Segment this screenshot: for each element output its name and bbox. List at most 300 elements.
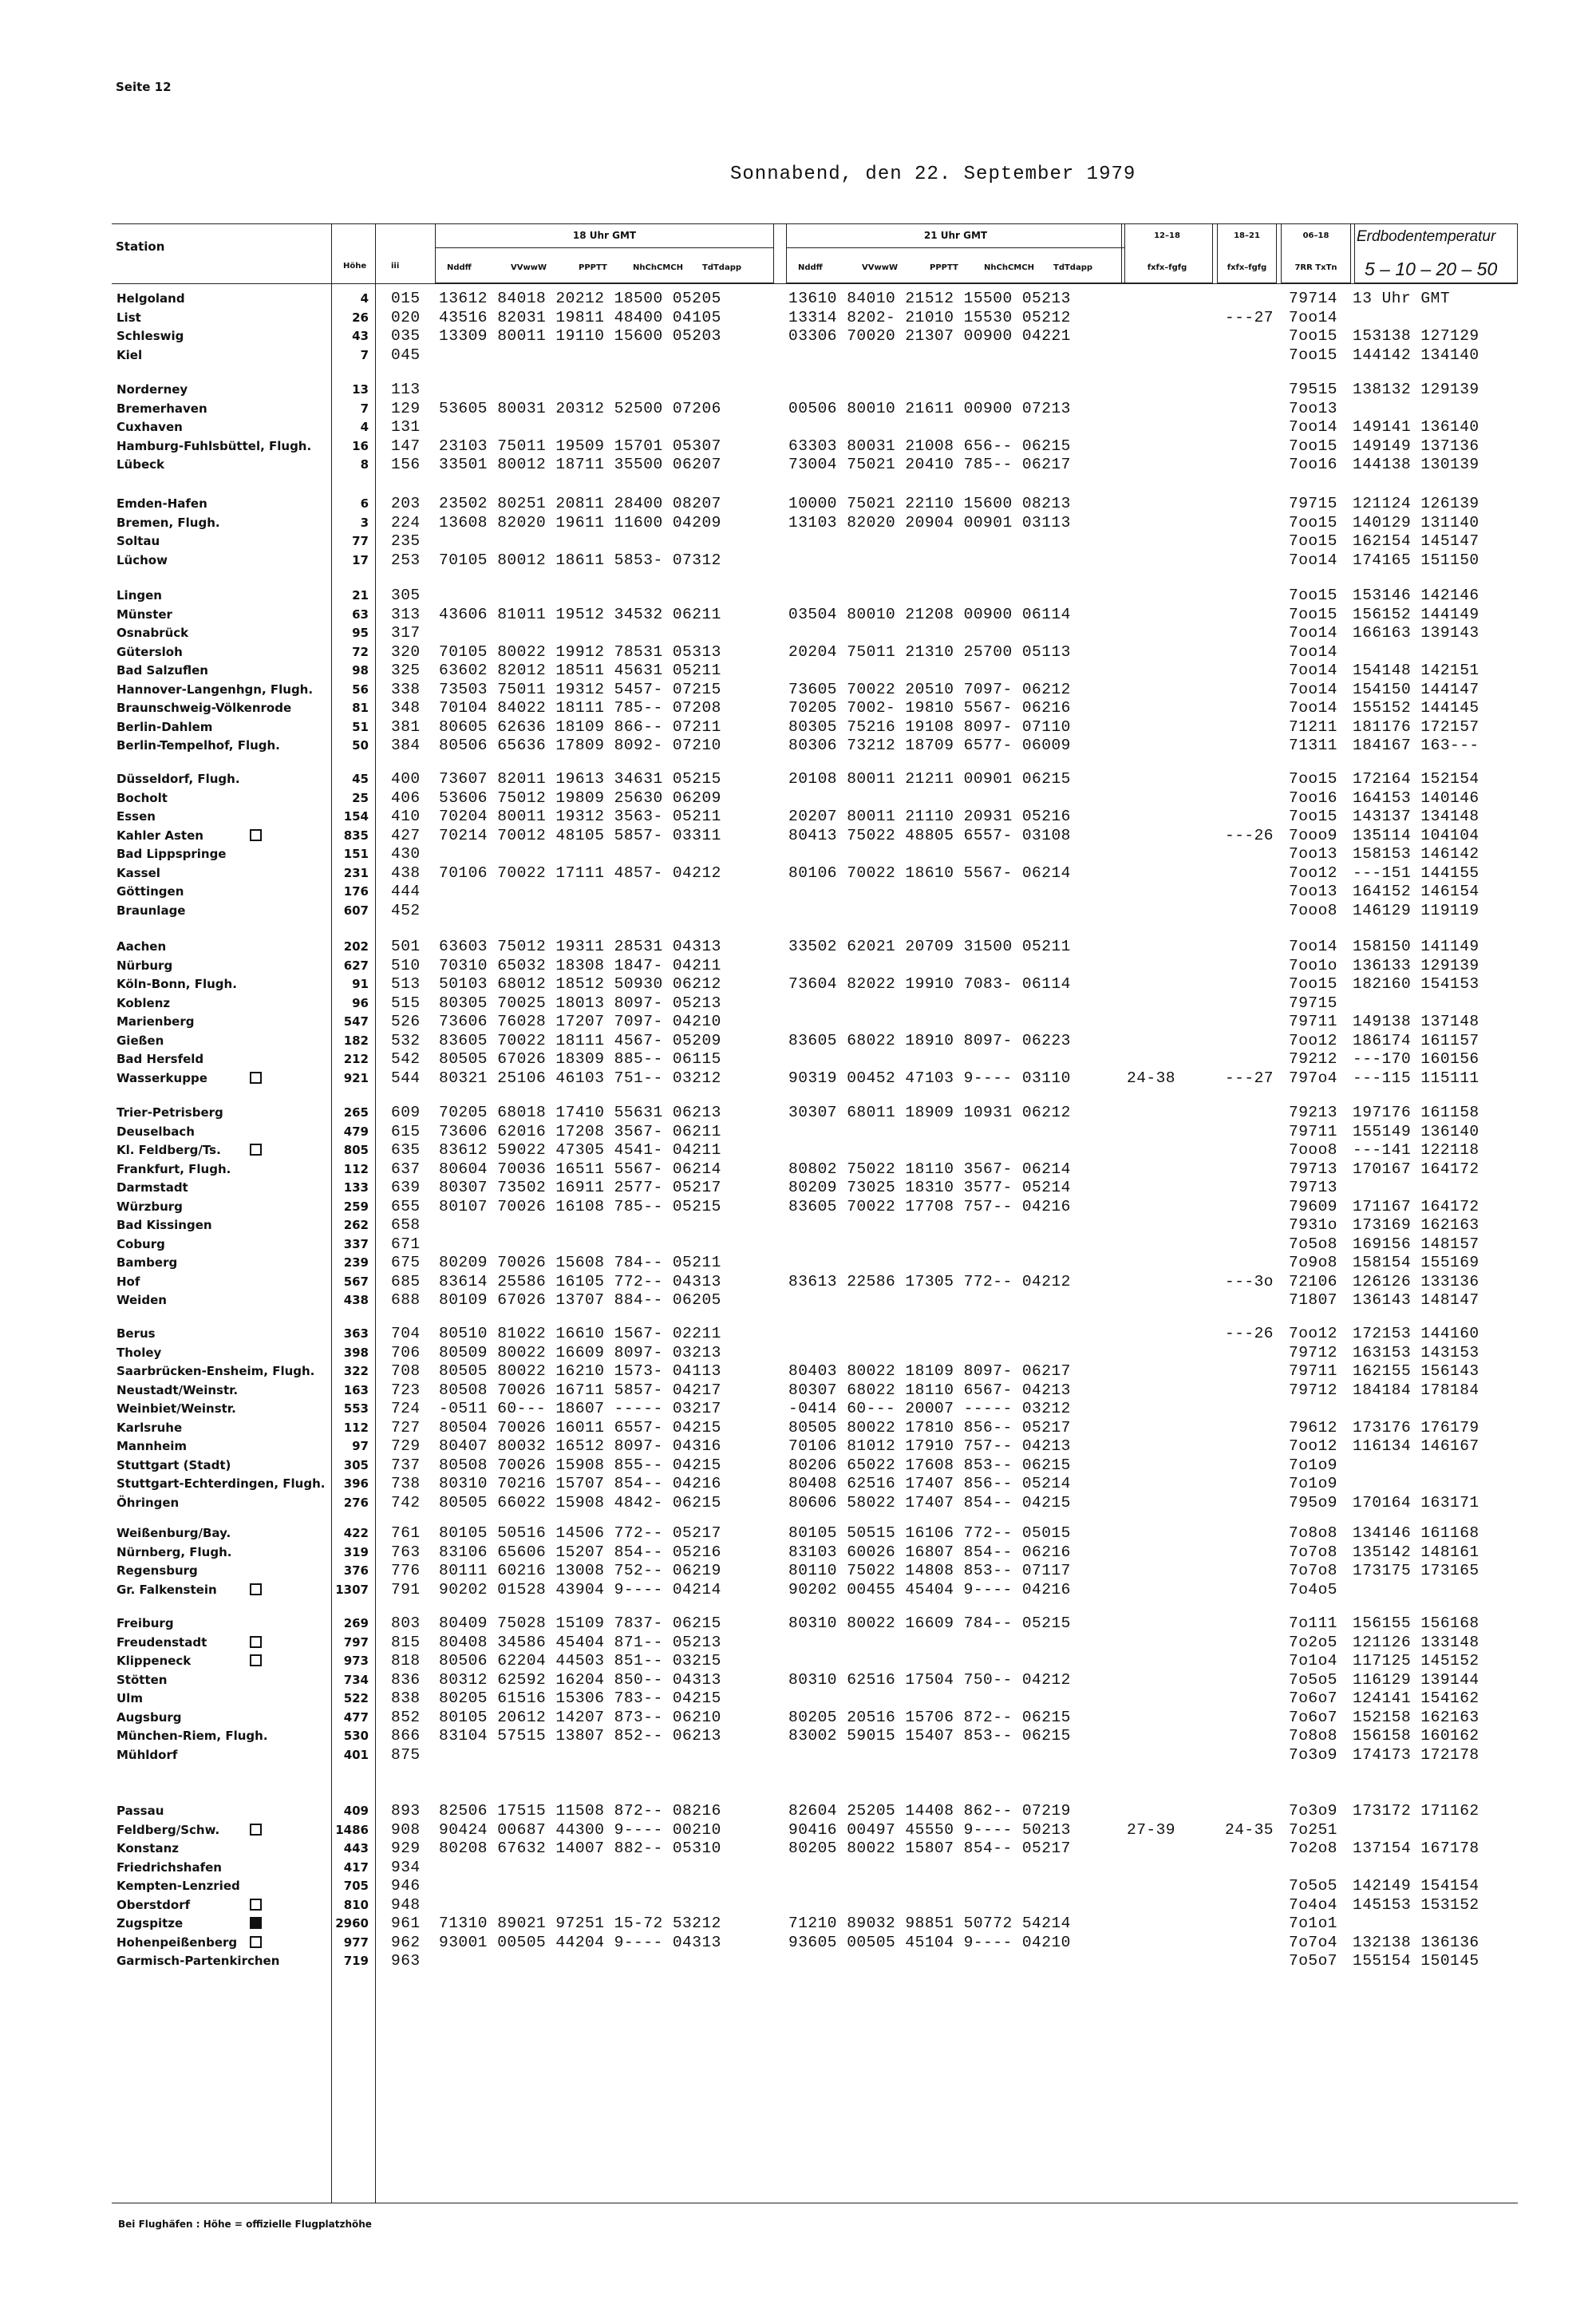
obs-18utc: 80510 81022 16610 1567- 02211 (439, 1325, 721, 1342)
table-row (0, 346, 1596, 364)
station-elevation: 337 (343, 1236, 369, 1251)
station-elevation: 363 (343, 1326, 369, 1341)
table-row (0, 1709, 1596, 1726)
soil-temperature: 149141 136140 (1353, 418, 1479, 436)
p12-header: 12–18 (1154, 231, 1180, 240)
station-elevation: 112 (343, 1161, 369, 1176)
soil-temperature: 138132 129139 (1353, 381, 1479, 398)
station-name: Öhringen (117, 1495, 180, 1510)
soil-temperature: 197176 161158 (1353, 1104, 1479, 1121)
soil-temperature: 173172 171162 (1353, 1802, 1479, 1820)
station-index: 893 (391, 1802, 421, 1820)
soil-temperature: 173169 162163 (1353, 1216, 1479, 1234)
station-index: 708 (391, 1362, 421, 1380)
soil-temperature: 170167 164172 (1353, 1160, 1479, 1178)
table-row (0, 624, 1596, 642)
station-name: Stuttgart (Stadt) (117, 1457, 231, 1472)
obs-18utc: 13309 80011 19110 15600 05203 (439, 327, 721, 345)
precip-temp-06-18: 7oo14 (1289, 642, 1338, 661)
station-elevation: 98 (352, 663, 369, 678)
soil-temperature: 163153 143153 (1353, 1343, 1479, 1361)
station-name: Berus (117, 1326, 156, 1341)
table-row (0, 1104, 1596, 1121)
soil-temperature: 116134 146167 (1353, 1437, 1479, 1455)
precip-temp-06-18: 7oo12 (1289, 863, 1338, 882)
precip-temp-06-18: 795o9 (1289, 1493, 1338, 1512)
obs-18utc: 90424 00687 44300 9---- 00210 (439, 1820, 721, 1839)
soil-temperature: 154148 142151 (1353, 662, 1479, 679)
station-name: Lüchow (117, 552, 168, 567)
station-elevation: 805 (343, 1143, 369, 1157)
table-row (0, 1934, 1596, 1951)
station-elevation: 322 (343, 1364, 369, 1378)
table-row (0, 1821, 1596, 1839)
precip-temp-06-18: 79609 (1289, 1197, 1338, 1215)
station-name: Zugspitze (117, 1916, 184, 1930)
precip-temp-06-18: 7o7o8 (1289, 1543, 1338, 1561)
precip-temp-06-18: 7o2o8 (1289, 1840, 1338, 1857)
obs-18utc: 80506 65636 17809 8092- 07210 (439, 737, 721, 754)
obs-18utc: 80305 70025 18013 8097- 05213 (439, 994, 721, 1012)
obs-18utc: 70104 84022 18111 785-- 07208 (439, 699, 721, 717)
obs-21utc: 80205 80022 15807 854-- 05217 (788, 1840, 1071, 1857)
station-elevation: 522 (343, 1691, 369, 1705)
obs-18utc: 80509 80022 16609 8097- 03213 (439, 1343, 721, 1361)
station-index: 532 (391, 1031, 421, 1049)
table-row (0, 808, 1596, 825)
obs-21utc: 13610 84010 21512 15500 05213 (788, 290, 1071, 307)
station-index: 706 (391, 1343, 421, 1361)
table-row (0, 883, 1596, 900)
precip-temp-06-18: 7oo12 (1289, 1325, 1338, 1342)
station-elevation: 26 (352, 310, 369, 325)
obs-18utc: 80321 25106 46103 751-- 03212 (439, 1069, 721, 1087)
station-elevation: 705 (343, 1879, 369, 1893)
station-elevation: 259 (343, 1199, 369, 1214)
obs-21utc: 73604 82022 19910 7083- 06114 (788, 975, 1071, 993)
obs-21utc: 80106 70022 18610 5567- 06214 (788, 863, 1071, 882)
soil-temperature: 149138 137148 (1353, 1013, 1479, 1030)
station-elevation: 422 (343, 1526, 369, 1540)
precip-temp-06-18: 7o111 (1289, 1614, 1338, 1632)
station-index: 430 (391, 845, 421, 863)
station-elevation: 265 (343, 1105, 369, 1120)
precip-temp-06-18: 79715 (1289, 495, 1338, 512)
precip-temp-06-18: 7oo15 (1289, 587, 1338, 604)
precip-temp-06-18: 79711 (1289, 1013, 1338, 1030)
precip-temp-06-18: 7oo14 (1289, 551, 1338, 569)
station-index: 639 (391, 1179, 421, 1196)
station-index: 526 (391, 1013, 421, 1030)
soil-temperature: 155152 144145 (1353, 699, 1479, 717)
station-name: Hof (117, 1274, 140, 1289)
obs-21utc: 70205 7002- 19810 5567- 06216 (788, 699, 1071, 717)
station-name: Essen (117, 809, 156, 824)
table-row (0, 994, 1596, 1012)
station-index: 015 (391, 290, 421, 307)
station-index: 147 (391, 437, 421, 455)
soil-temperature: 153146 142146 (1353, 587, 1479, 604)
station-index: 671 (391, 1235, 421, 1253)
station-name: Oberstdorf (117, 1897, 191, 1912)
table-row (0, 400, 1596, 417)
precip-temp-06-18: 7oo15 (1289, 346, 1338, 364)
table-row (0, 1727, 1596, 1745)
precip-temp-06-18: 7oo15 (1289, 327, 1338, 345)
station-elevation: 262 (343, 1218, 369, 1232)
station-name: Lingen (117, 588, 162, 603)
station-elevation: 396 (343, 1476, 369, 1491)
soil-temperature: 134146 161168 (1353, 1524, 1479, 1542)
table-row (0, 1802, 1596, 1820)
station-elevation: 6 (360, 496, 369, 511)
precip-temp-06-18: 7oo14 (1289, 308, 1338, 326)
obs-18utc: 80506 62204 44503 851-- 03215 (439, 1652, 721, 1670)
p12-subheader: fxfx–fgfg (1147, 263, 1187, 272)
precip-temp-06-18: 7oo14 (1289, 680, 1338, 698)
obs-18utc: 70105 80022 19912 78531 05313 (439, 642, 721, 661)
station-elevation: 50 (352, 738, 369, 753)
soil-temperature: ---141 122118 (1353, 1141, 1479, 1159)
soil-temperature: 143137 134148 (1353, 808, 1479, 825)
precip-temp-06-18: 7o5o7 (1289, 1952, 1338, 1970)
table-row (0, 532, 1596, 550)
station-elevation: 17 (352, 552, 369, 567)
station-elevation: 231 (343, 865, 369, 880)
station-elevation: 376 (343, 1563, 369, 1578)
gust-18-21: ---3o (1225, 1272, 1274, 1290)
precip-temp-06-18: 79711 (1289, 1122, 1338, 1140)
obs-21utc: 80408 62516 17407 856-- 05214 (788, 1475, 1071, 1492)
precip-temp-06-18: 79713 (1289, 1160, 1338, 1178)
station-name: Weinbiet/Weinstr. (117, 1401, 236, 1416)
obs-18utc: 73606 62016 17208 3567- 06211 (439, 1122, 721, 1140)
station-name: Bamberg (117, 1255, 178, 1270)
obs-18utc: 70310 65032 18308 1847- 04211 (439, 956, 721, 974)
soil-temperature: 158154 155169 (1353, 1254, 1479, 1271)
soil-temperature: 158150 141149 (1353, 938, 1479, 955)
open-square-marker (250, 1899, 262, 1911)
station-elevation: 401 (343, 1747, 369, 1762)
precip-temp-06-18: 7oo14 (1289, 662, 1338, 679)
obs-18utc: 80508 70026 15908 855-- 04215 (439, 1456, 721, 1474)
obs-21utc: 80606 58022 17407 854-- 04215 (788, 1493, 1071, 1512)
table-row (0, 1362, 1596, 1380)
obs-21utc: 33502 62021 20709 31500 05211 (788, 938, 1071, 955)
obs-18utc: 63603 75012 19311 28531 04313 (439, 938, 721, 955)
station-name: Stuttgart-Echterdingen, Flugh. (117, 1476, 326, 1491)
filled-square-marker (250, 1917, 262, 1929)
station-name: Nürburg (117, 958, 173, 973)
obs-21utc: 80310 62516 17504 750-- 04212 (788, 1670, 1071, 1689)
station-elevation: 112 (343, 1420, 369, 1435)
precip-temp-06-18: 7oo16 (1289, 788, 1338, 807)
precip-temp-06-18: 7oo15 (1289, 605, 1338, 623)
obs-18utc: 13608 82020 19611 11600 04209 (439, 513, 721, 532)
station-elevation: 91 (352, 977, 369, 991)
station-elevation: 734 (343, 1672, 369, 1687)
station-elevation: 276 (343, 1495, 369, 1510)
obs-21utc: 80306 73212 18709 6577- 06009 (788, 737, 1071, 754)
obs-18utc: 80504 70026 16011 6557- 04215 (439, 1418, 721, 1437)
obs-18utc: 33501 80012 18711 35500 06207 (439, 456, 721, 473)
table-row (0, 699, 1596, 717)
obs-18utc: 13612 84018 20212 18500 05205 (439, 290, 721, 307)
precip-temp-06-18: 7oo14 (1289, 699, 1338, 717)
precip-temp-06-18: 7o1o1 (1289, 1915, 1338, 1932)
station-name: List (117, 310, 141, 325)
station-name: Aachen (117, 939, 167, 954)
obs-18utc: 70205 68018 17410 55631 06213 (439, 1104, 721, 1121)
obs-18utc: -0511 60--- 18607 ----- 03217 (439, 1400, 721, 1417)
gust-18-21: ---27 (1225, 1069, 1274, 1087)
station-name: Augsburg (117, 1709, 182, 1725)
table-row (0, 606, 1596, 623)
station-elevation: 973 (343, 1654, 369, 1668)
soil-temperature: 164152 146154 (1353, 883, 1479, 900)
precip-temp-06-18: 7ooo8 (1289, 901, 1338, 919)
obs-18utc: 83106 65606 15207 854-- 05216 (439, 1543, 721, 1561)
obs-21utc: 80105 50515 16106 772-- 05015 (788, 1524, 1071, 1542)
table-row (0, 902, 1596, 919)
station-elevation: 51 (352, 719, 369, 734)
precip-temp-06-18: 79711 (1289, 1362, 1338, 1380)
precip-temp-06-18: 79714 (1289, 290, 1338, 307)
obs-21utc: 83605 70022 17708 757-- 04216 (788, 1197, 1071, 1215)
obs-21utc: 03306 70020 21307 00900 04221 (788, 327, 1071, 345)
obs-18utc: 50103 68012 18512 50930 06212 (439, 975, 721, 993)
table-row (0, 938, 1596, 955)
soil-temperature: 154150 144147 (1353, 680, 1479, 698)
station-index: 615 (391, 1122, 421, 1140)
station-elevation: 7 (360, 401, 369, 416)
station-name: Bremen, Flugh. (117, 515, 220, 530)
soil-temperature: 156152 144149 (1353, 605, 1479, 623)
obs-18utc: 70105 80012 18611 5853- 07312 (439, 551, 721, 569)
soil-temperature: 121124 126139 (1353, 495, 1479, 512)
soil-temperature: 124141 154162 (1353, 1689, 1479, 1707)
open-square-marker (250, 1936, 262, 1948)
soil-temperature: 136133 129139 (1353, 956, 1479, 974)
precip-temp-06-18: 7oo15 (1289, 808, 1338, 825)
station-elevation: 269 (343, 1616, 369, 1630)
precip-temp-06-18: 71807 (1289, 1291, 1338, 1309)
soil-temperature: 173175 173165 (1353, 1562, 1479, 1579)
gmt21-col-nddff: Nddff (798, 263, 823, 272)
station-index: 963 (391, 1952, 421, 1970)
station-index: 675 (391, 1254, 421, 1271)
station-index: 544 (391, 1069, 421, 1087)
obs-18utc: 70204 80011 19312 3563- 05211 (439, 808, 721, 825)
station-elevation: 16 (352, 438, 369, 453)
station-name: Schleswig (117, 329, 184, 343)
station-name: Osnabrück (117, 626, 189, 640)
station-elevation: 443 (343, 1841, 369, 1855)
station-elevation: 438 (343, 1293, 369, 1307)
station-index: 235 (391, 532, 421, 550)
precip-temp-06-18: 7o1o9 (1289, 1456, 1338, 1474)
precip-temp-06-18: 7o6o7 (1289, 1689, 1338, 1707)
obs-21utc: 80403 80022 18109 8097- 06217 (788, 1362, 1071, 1380)
station-index: 635 (391, 1141, 421, 1159)
station-name: Cuxhaven (117, 420, 183, 434)
station-elevation: 1307 (335, 1582, 369, 1597)
obs-18utc: 23502 80251 20811 28400 08207 (439, 495, 721, 512)
precip-temp-06-18: 7oo15 (1289, 770, 1338, 788)
gmt18-col-ppptt: PPPTT (579, 263, 607, 272)
precip-temp-06-18: 7o7o8 (1289, 1562, 1338, 1579)
open-square-marker (250, 1583, 262, 1595)
obs-18utc: 43516 82031 19811 48400 04105 (439, 308, 721, 326)
obs-21utc: 90319 00452 47103 9---- 03110 (788, 1069, 1071, 1087)
station-elevation: 553 (343, 1401, 369, 1416)
precip-temp-06-18: 79212 (1289, 1050, 1338, 1068)
station-name: Darmstadt (117, 1180, 188, 1195)
table-row (0, 1179, 1596, 1196)
station-name: Berlin-Tempelhof, Flugh. (117, 738, 280, 753)
p06-header: 06–18 (1302, 231, 1329, 240)
table-row (0, 1952, 1596, 1970)
precip-temp-06-18: 7o4o4 (1289, 1895, 1338, 1914)
gust-18-21: ---27 (1225, 308, 1274, 326)
station-name: Lübeck (117, 457, 165, 472)
page-number: Seite 12 (116, 80, 172, 94)
obs-18utc: 71310 89021 97251 15-72 53212 (439, 1915, 721, 1932)
table-row (0, 1419, 1596, 1437)
obs-21utc: 73004 75021 20410 785-- 06217 (788, 456, 1071, 473)
obs-18utc: 90202 01528 43904 9---- 04214 (439, 1580, 721, 1599)
station-name: Helgoland (117, 291, 185, 306)
obs-21utc: 03504 80010 21208 00900 06114 (788, 605, 1071, 623)
gmt21-col-nhchcmch: NhChCMCH (984, 263, 1034, 272)
obs-21utc: 80413 75022 48805 6557- 03108 (788, 826, 1071, 844)
station-elevation: 97 (352, 1439, 369, 1453)
station-index: 156 (391, 456, 421, 473)
station-elevation: 319 (343, 1544, 369, 1559)
precip-temp-06-18: 79515 (1289, 381, 1338, 398)
station-elevation: 398 (343, 1345, 369, 1360)
station-elevation: 1486 (335, 1822, 369, 1837)
obs-18utc: 80111 60216 13008 752-- 06219 (439, 1562, 721, 1579)
table-row (0, 827, 1596, 844)
station-name: Koblenz (117, 995, 171, 1010)
station-name: Berlin-Dahlem (117, 719, 213, 734)
soil-temperature: 126126 133136 (1353, 1272, 1479, 1290)
station-index: 035 (391, 327, 421, 345)
station-elevation: 56 (352, 682, 369, 697)
station-index: 946 (391, 1877, 421, 1895)
station-elevation: 25 (352, 790, 369, 805)
station-index: 400 (391, 770, 421, 788)
table-row (0, 718, 1596, 736)
soil-temperature: 153138 127129 (1353, 327, 1479, 345)
station-elevation: 13 (352, 382, 369, 397)
station-index: 723 (391, 1381, 421, 1399)
p18-subheader: fxfx–fgfg (1227, 263, 1267, 272)
obs-18utc: 80109 67026 13707 884-- 06205 (439, 1291, 721, 1309)
table-row (0, 1160, 1596, 1178)
gust-12-18: 27-39 (1127, 1820, 1176, 1839)
soil-temperature: 137154 167178 (1353, 1840, 1479, 1857)
precip-temp-06-18: 7o1o4 (1289, 1652, 1338, 1670)
open-square-marker (250, 1824, 262, 1836)
soil-temperature: 155154 150145 (1353, 1952, 1479, 1970)
obs-21utc: 80802 75022 18110 3567- 06214 (788, 1160, 1071, 1178)
obs-18utc: 83104 57515 13807 852-- 06213 (439, 1727, 721, 1745)
obs-18utc: 70106 70022 17111 4857- 04212 (439, 863, 721, 882)
station-elevation: 547 (343, 1014, 369, 1029)
station-index: 836 (391, 1670, 421, 1689)
soil-temperature: 135142 148161 (1353, 1543, 1479, 1561)
gmt21-col-vvwww: VVwwW (862, 263, 898, 272)
obs-21utc: 83002 59015 15407 853-- 06215 (788, 1727, 1071, 1745)
station-name: Hohenpeißenberg (117, 1934, 238, 1950)
obs-18utc: 43606 81011 19512 34532 06211 (439, 605, 721, 623)
table-row (0, 1437, 1596, 1455)
precip-temp-06-18: 7oo14 (1289, 418, 1338, 436)
precip-temp-06-18: 7o5o5 (1289, 1670, 1338, 1689)
iii-header: iii (391, 262, 400, 271)
table-row (0, 587, 1596, 604)
precip-temp-06-18: 72106 (1289, 1272, 1338, 1290)
table-row (0, 1456, 1596, 1474)
obs-21utc: 80209 73025 18310 3577- 05214 (788, 1179, 1071, 1196)
station-index: 791 (391, 1580, 421, 1599)
precip-temp-06-18: 797o4 (1289, 1069, 1338, 1087)
station-elevation: 409 (343, 1804, 369, 1818)
obs-18utc: 80604 70036 16511 5567- 06214 (439, 1160, 721, 1178)
soil-temperature: 135114 104104 (1353, 826, 1479, 844)
station-index: 384 (391, 737, 421, 754)
station-index: 803 (391, 1614, 421, 1632)
obs-21utc: -0414 60--- 20007 ----- 03212 (788, 1400, 1071, 1417)
table-row (0, 456, 1596, 473)
precip-temp-06-18: 7oo15 (1289, 437, 1338, 455)
station-elevation: 72 (352, 644, 369, 659)
obs-18utc: 80409 75028 15109 7837- 06215 (439, 1614, 721, 1632)
soil-temperature: 136143 148147 (1353, 1291, 1479, 1309)
obs-21utc: 20108 80011 21211 00901 06215 (788, 770, 1071, 788)
station-elevation: 810 (343, 1897, 369, 1912)
station-elevation: 2960 (335, 1916, 369, 1930)
table-row (0, 957, 1596, 974)
obs-21utc: 83613 22586 17305 772-- 04212 (788, 1272, 1071, 1290)
station-name: Braunschweig-Völkenrode (117, 701, 292, 715)
station-name: Würzburg (117, 1199, 183, 1214)
obs-18utc: 83605 70022 18111 4567- 05209 (439, 1031, 721, 1049)
precip-temp-06-18: 7oo15 (1289, 532, 1338, 550)
station-index: 727 (391, 1418, 421, 1437)
station-name: München-Riem, Flugh. (117, 1729, 268, 1743)
soil-temperature: 181176 172157 (1353, 717, 1479, 736)
station-elevation: 8 (360, 457, 369, 472)
station-name: Bad Hersfeld (117, 1052, 204, 1066)
precip-temp-06-18: 7o5o8 (1289, 1235, 1338, 1253)
station-name: Soltau (117, 534, 160, 548)
station-elevation: 4 (360, 291, 369, 306)
station-elevation: 477 (343, 1709, 369, 1725)
table-row (0, 1671, 1596, 1689)
table-row (0, 1235, 1596, 1253)
obs-18utc: 80107 70026 16108 785-- 05215 (439, 1197, 721, 1215)
station-index: 815 (391, 1633, 421, 1651)
station-name: Tholey (117, 1345, 162, 1360)
station-name: Nürnberg, Flugh. (117, 1544, 232, 1559)
station-name: Neustadt/Weinstr. (117, 1382, 239, 1397)
erd-title: Erdbodentemperatur (1357, 228, 1496, 245)
station-elevation: 567 (343, 1274, 369, 1289)
obs-18utc: 80505 66022 15908 4842- 06215 (439, 1493, 721, 1512)
